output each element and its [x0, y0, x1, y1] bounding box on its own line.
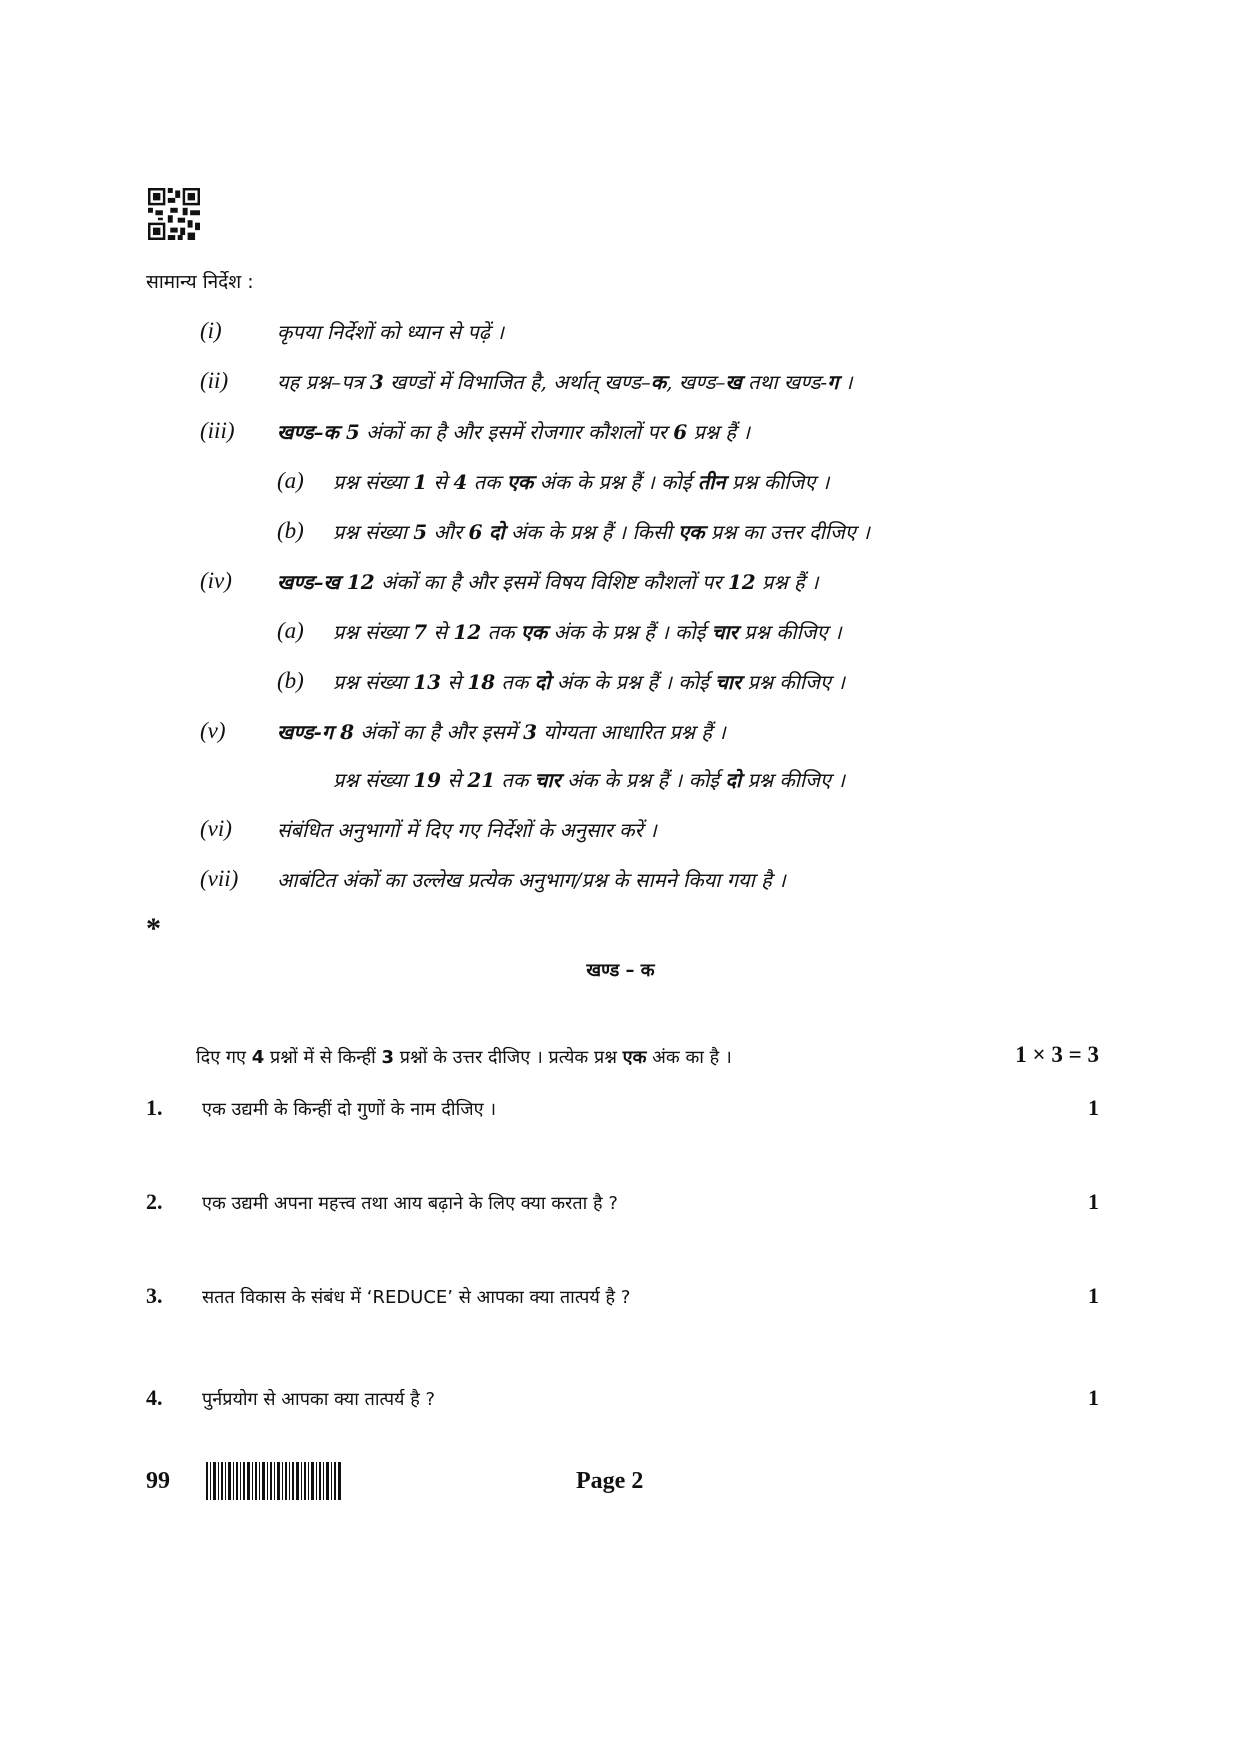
- page-number: Page 2: [576, 1468, 644, 1494]
- instruction-text: आबंटित अंकों का उल्लेख प्रत्येक अनुभाग/प्रश्न के सामने किया गया है ।: [277, 868, 786, 892]
- question-marks: 1: [1088, 1283, 1099, 1308]
- asterisk-mark: *: [146, 912, 161, 945]
- instruction-text: संबंधित अनुभागों में दिए गए निर्देशों के अनुसार करें ।: [277, 818, 657, 842]
- instruction-number: (b): [277, 668, 304, 693]
- question-text: पुर्नप्रयोग से आपका क्या तात्पर्य है ?: [202, 1389, 436, 1410]
- question-marks: 1: [1088, 1095, 1099, 1120]
- question-number: 3.: [146, 1283, 163, 1308]
- instruction-number: (v): [200, 718, 226, 743]
- instruction-number: (b): [277, 518, 304, 543]
- instruction-text: खण्ड–क 5 अंकों का है और इसमें रोजगार कौशलों पर 6 प्रश्न हैं ।: [277, 420, 750, 444]
- section-instruction: दिए गए 4 प्रश्नों में से किन्हीं 3 प्रश्नों के उत्तर दीजिए । प्रत्येक प्रश्न एक अंक का है ।: [196, 1047, 732, 1068]
- instruction-number: (vi): [200, 816, 232, 841]
- instruction-number: (vii): [200, 866, 239, 891]
- instruction-text: यह प्रश्न–पत्र 3 खण्डों में विभाजित है, अर्थात् खण्ड–क, खण्ड–ख तथा खण्ड-ग ।: [277, 370, 853, 394]
- instruction-text: खण्ड-ग 8 अंकों का है और इसमें 3 योग्यता आधारित प्रश्न हैं ।: [277, 720, 726, 744]
- instruction-text: प्रश्न संख्या 13 से 18 तक दो अंक के प्रश्न हैं । कोई चार प्रश्न कीजिए ।: [333, 670, 845, 694]
- instruction-number: (ii): [200, 368, 229, 393]
- question-text: एक उद्यमी के किन्हीं दो गुणों के नाम दीजिए ।: [202, 1099, 497, 1120]
- question-text: सतत विकास के संबंध में ‘REDUCE’ से आपका क्या तात्पर्य है ?: [202, 1287, 631, 1308]
- instruction-number: (i): [200, 318, 222, 343]
- instruction-number: (a): [277, 468, 304, 493]
- question-number: 2.: [146, 1189, 163, 1214]
- instruction-5-detail: प्रश्न संख्या 19 से 21 तक चार अंक के प्रश्न हैं । कोई दो प्रश्न कीजिए ।: [333, 768, 845, 792]
- question-marks: 1: [1088, 1385, 1099, 1410]
- general-instructions-heading: सामान्य निर्देश :: [146, 271, 254, 293]
- question-marks: 1: [1088, 1189, 1099, 1214]
- instruction-text: कृपया निर्देशों को ध्यान से पढ़ें ।: [277, 320, 504, 344]
- section-marks: 1 × 3 = 3: [1015, 1042, 1099, 1067]
- section-title: खण्ड – क: [586, 960, 655, 981]
- instruction-text: प्रश्न संख्या 1 से 4 तक एक अंक के प्रश्न हैं । कोई तीन प्रश्न कीजिए ।: [333, 470, 830, 494]
- instruction-number: (iv): [200, 568, 232, 593]
- question-number: 4.: [146, 1385, 163, 1410]
- instruction-text: खण्ड–ख 12 अंकों का है और इसमें विषय विशिष्ट कौशलों पर 12 प्रश्न हैं ।: [277, 570, 819, 594]
- question-text: एक उद्यमी अपना महत्त्व तथा आय बढ़ाने के लिए क्या करता है ?: [202, 1193, 618, 1214]
- instruction-text: प्रश्न संख्या 5 और 6 दो अंक के प्रश्न हैं । किसी एक प्रश्न का उत्तर दीजिए ।: [333, 520, 870, 544]
- instruction-text: प्रश्न संख्या 7 से 12 तक एक अंक के प्रश्न हैं । कोई चार प्रश्न कीजिए ।: [333, 620, 842, 644]
- qr-code: [148, 188, 200, 240]
- instruction-number: (a): [277, 618, 304, 643]
- instruction-number: (iii): [200, 418, 235, 443]
- question-number: 1.: [146, 1095, 163, 1120]
- paper-code: 99: [146, 1468, 170, 1494]
- barcode: [206, 1462, 341, 1500]
